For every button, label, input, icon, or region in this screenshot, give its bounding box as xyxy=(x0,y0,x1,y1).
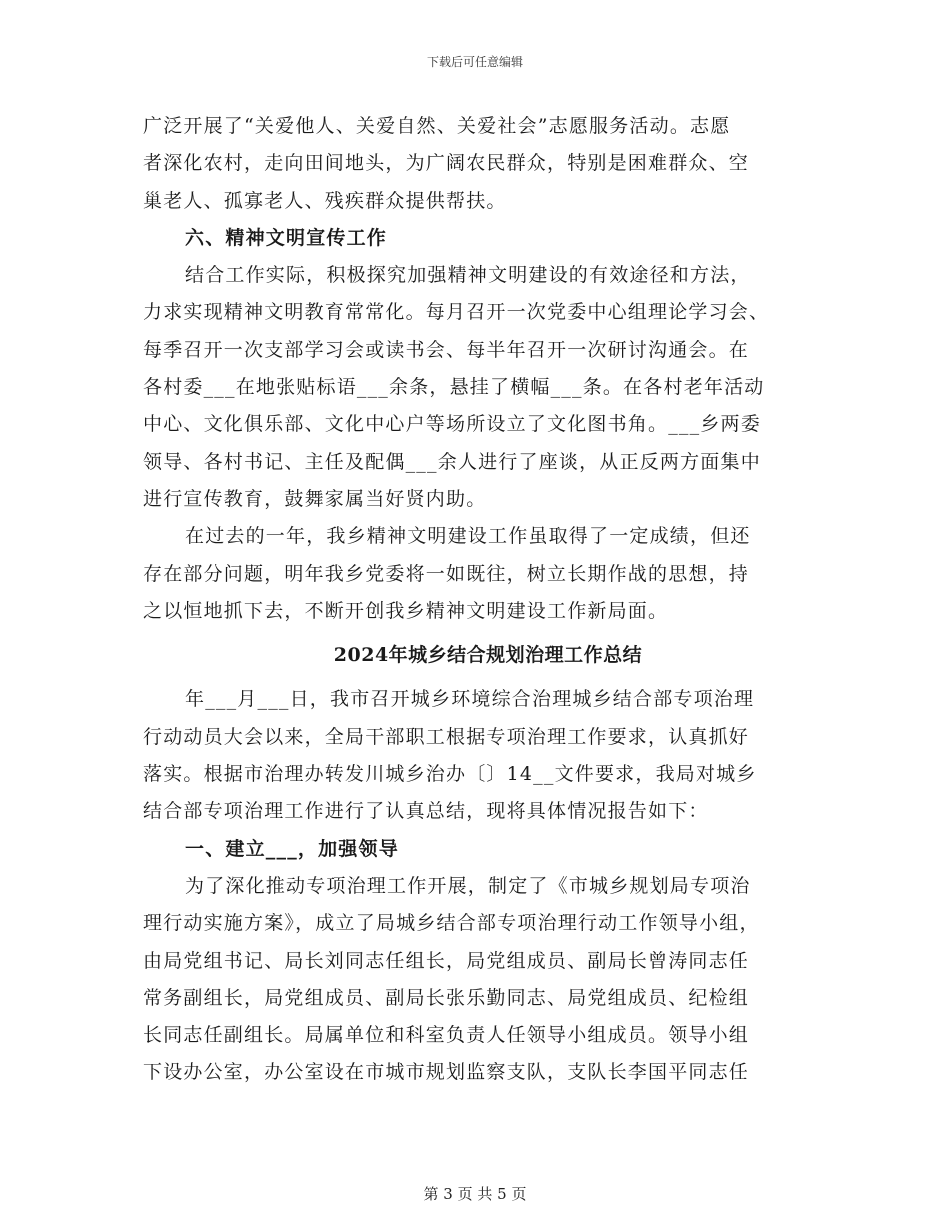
text-line: 各村委___在地张贴标语___余条，悬挂了横幅___条。在各村老年活动 xyxy=(143,376,765,399)
text-line: 结合工作实际，积极探究加强精神文明建设的有效途径和方法， xyxy=(185,264,751,287)
text-line: 存在部分问题，明年我乡党委将一如既往，树立长期作战的思想，持 xyxy=(143,562,750,585)
text-line: 长同志任副组长。局属单位和科室负责人任领导小组成员。领导小组 xyxy=(143,1024,750,1047)
text-line: 力求实现精神文明教育常常化。每月召开一次党委中心组理论学习会、 xyxy=(143,301,770,324)
text-line: 在过去的一年，我乡精神文明建设工作虽取得了一定成绩，但还 xyxy=(185,525,751,548)
paragraph xyxy=(143,108,825,220)
text-line: 下设办公室，办公室设在市城市规划监察支队，支队长李国平同志任 xyxy=(143,1061,750,1084)
text-line: 由局党组书记、局长刘同志任组长，局党组成员、副局长曾涛同志任 xyxy=(143,949,750,972)
text-line: 领导、各村书记、主任及配偶___余人进行了座谈，从正反两方面集中 xyxy=(143,450,761,473)
text-line: 巢老人、孤寡老人、残疾群众提供帮扶。 xyxy=(143,189,507,212)
page-header: 下载后可任意编辑 xyxy=(426,55,523,69)
page-footer: 第 3 页 共 5 页 xyxy=(423,1185,527,1203)
text-line: 常务副组长，局党组成员、副局长张乐勤同志、局党组成员、纪检组 xyxy=(143,986,750,1009)
text-line: 为了深化推动专项治理工作开展，制定了《市城乡规划局专项治 xyxy=(185,874,751,897)
text-line: 广泛开展了“关爱他人、关爱自然、关爱社会”志愿服务活动。志愿 xyxy=(143,115,731,137)
document-title: 2024年城乡结合规划治理工作总结 xyxy=(333,644,643,667)
paragraph xyxy=(143,681,825,830)
text-line: 理行动实施方案》，成立了局城乡结合部专项治理行动工作领导小组， xyxy=(143,912,760,935)
paragraph xyxy=(143,257,825,518)
text-line: 进行宣传教育，鼓舞家属当好贤内助。 xyxy=(143,487,487,510)
document-body xyxy=(143,108,825,1092)
text-line: 之以恒地抓下去，不断开创我乡精神文明建设工作新局面。 xyxy=(143,599,669,622)
text-line: 落实。根据市治理办转发川城乡治办〔〕14__文件要求，我局对城乡 xyxy=(143,763,757,786)
section-heading: 六、精神文明宣传工作 xyxy=(185,226,388,249)
text-line: 结合部专项治理工作进行了认真总结，现将具体情况报告如下： xyxy=(143,800,709,823)
section-heading: 一、建立___，加强领导 xyxy=(185,837,399,860)
text-line: 每季召开一次支部学习会或读书会、每半年召开一次研讨沟通会。在 xyxy=(143,338,750,361)
text-line: 行动动员大会以来，全局干部职工根据专项治理工作要求，认真抓好 xyxy=(143,725,750,748)
text-line: 中心、文化俱乐部、文化中心户等场所设立了文化图书角。___乡两委 xyxy=(143,413,761,436)
text-line: 年___月___日，我市召开城乡环境综合治理城乡结合部专项治理 xyxy=(185,688,755,711)
text-line: 者深化农村，走向田间地头，为广阔农民群众，特别是困难群众、空 xyxy=(143,152,750,175)
paragraph xyxy=(143,518,825,630)
paragraph xyxy=(143,868,825,1092)
